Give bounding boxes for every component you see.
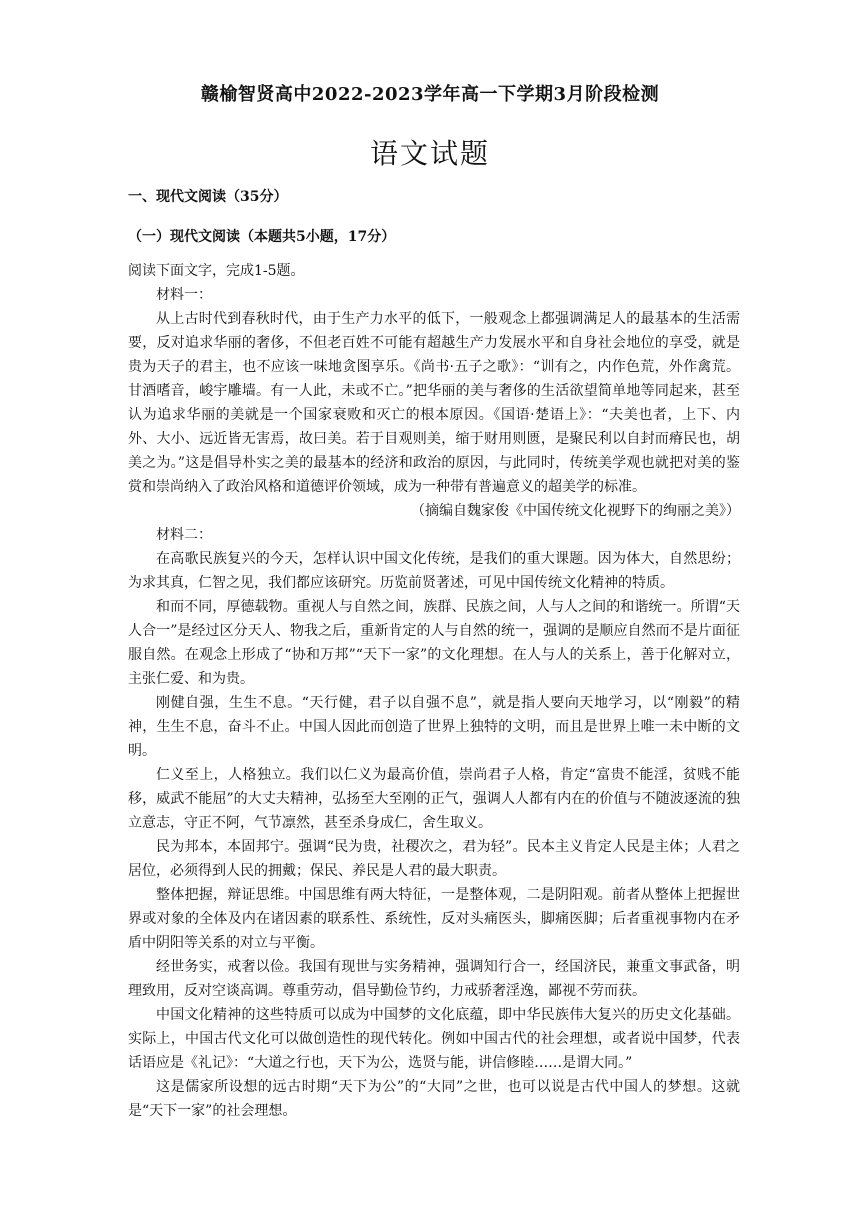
school-exam-title: 赣榆智贤高中2022-2023学年高一下学期3月阶段检测	[200, 84, 660, 105]
reading-passage	[128, 259, 740, 1123]
material1-paragraph: 从上古时代到春秋时代，由于生产力水平的低下，一般观念上都强调满足人的最基本的生活需要，反对追求华丽的奢侈，不但老百姓不可能有超越生产力发展水平和自身社会地位的享受，就是贵为天子的君主，也不应该一味地贪图享乐。《尚书·五子之歌》：“训有之，内作色荒，外作禽荒。甘酒嗜音，峻宇雕墙。有一人此，未或不亡。”把华丽的美与奢侈的生活欲望简单地等同起来，甚至认为追求华丽的美就是一个国家衰败和灭亡的根本原因。《国语·楚语上》：“夫美也者，上下、内外、大小、远近皆无害焉，故曰美。若于目观则美，缩于财用则匮，是聚民利以自封而瘠民也，胡美之为。”这是倡导朴实之美的最基本的经济和政治的原因，与此同时，传统美学观也就把对美的鉴赏和崇尚纳入了政治风格和道德评价领域，成为一种带有普遍意义的超美学的标准。	[128, 311, 740, 495]
material2-paragraph: 民为邦本，本固邦宁。强调“民为贵，社稷次之，君为轻”。民本主义肯定人民是主体；人君之居位，必须得到人民的拥戴；保民、养民是人君的最大职责。	[128, 839, 740, 879]
material2-paragraph: 这是儒家所设想的远古时期“天下为公”的“大同”之世，也可以说是古代中国人的梦想。这就是“天下一家”的社会理想。	[128, 1079, 740, 1119]
subject-title: 语文试题	[369, 137, 490, 170]
material2-paragraph: 和而不同，厚德载物。重视人与自然之间，族群、民族之间，人与人之间的和谐统一。所谓“天人合一”是经过区分天人、物我之后，重新肯定的人与自然的统一，强调的是顺应自然而不是片面征服自然。在观念上形成了“协和万邦”“天下一家”的文化理想。在人与人的关系上，善于化解对立，主张仁爱、和为贵。	[128, 599, 740, 687]
material2-paragraph: 经世务实，戒奢以俭。我国有现世与实务精神，强调知行合一，经国济民，兼重文事武备，明理致用，反对空谈高调。尊重劳动，倡导勤俭节约，力戒骄奢淫逸，鄙视不劳而获。	[128, 959, 740, 999]
material2-label: 材料二：	[156, 527, 212, 543]
instruction-text: 阅读下面文字，完成1-5题。	[128, 263, 305, 279]
material2-paragraph: 在高歌民族复兴的今天，怎样认识中国文化传统，是我们的重大课题。因为体大，自然思纷；为求其真，仁智之见，我们都应该研究。历览前贤著述，可见中国传统文化精神的特质。	[128, 551, 740, 591]
material2-paragraph: 仁义至上，人格独立。我们以仁义为最高价值，崇尚君子人格，肯定“富贵不能淫，贫贱不能移，威武不能屈”的大丈夫精神，弘扬至大至刚的正气，强调人人都有内在的价值与不随波逐流的独立意志，守正不阿，气节凛然，甚至杀身成仁，舍生取义。	[128, 767, 740, 831]
material2-paragraph: 刚健自强，生生不息。“天行健，君子以自强不息”，就是指人要向天地学习，以“刚毅”的精神，生生不息，奋斗不止。中国人因此而创造了世界上独特的文明，而且是世界上唯一未中断的文明。	[128, 695, 740, 759]
material2-paragraph: 整体把握，辩证思维。中国思维有两大特征，一是整体观，二是阴阳观。前者从整体上把握世界或对象的全体及内在诸因素的联系性、系统性，反对头痛医头，脚痛医脚；后者重视事物内在矛盾中阴阳等关系的对立与平衡。	[128, 887, 740, 951]
section-heading-part1: 一、现代文阅读（35分）	[128, 189, 288, 205]
material1-citation: （摘编自魏家俊《中国传统文化视野下的绚丽之美》）	[411, 503, 740, 519]
section-subheading: （一）现代文阅读（本题共5小题，17分）	[128, 229, 396, 245]
material1-label: 材料一：	[156, 287, 212, 303]
material2-paragraph: 中国文化精神的这些特质可以成为中国梦的文化底蕴，即中华民族伟大复兴的历史文化基础。实际上，中国古代文化可以做创造性的现代转化。例如中国古代的社会理想，或者说中国梦，代表话语应是《礼记》：“大道之行也，天下为公，选贤与能，讲信修睦……是谓大同。”	[128, 1007, 740, 1071]
